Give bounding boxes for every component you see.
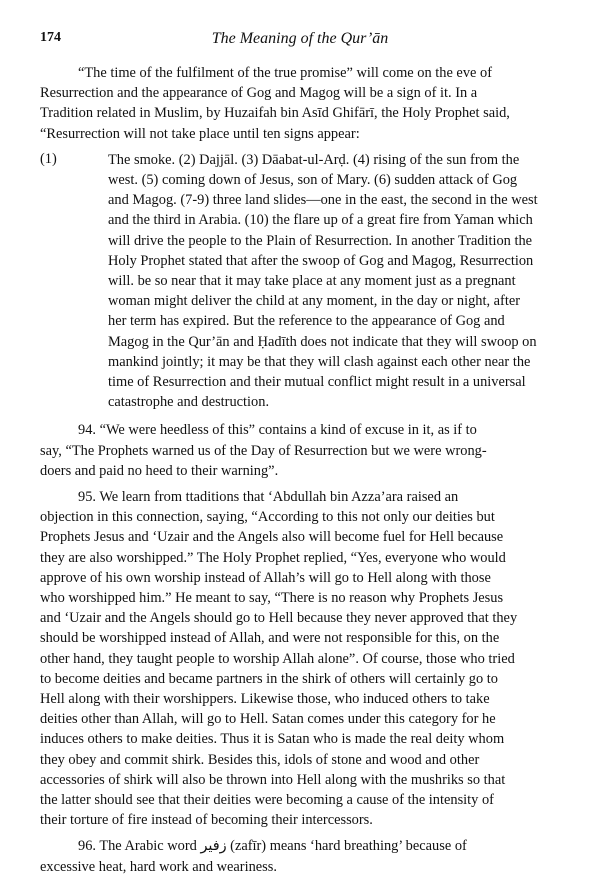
text-line: Tradition related in Muslim, by Huzaifah bin Asīd Ghifārī, the Holy Prophet said, bbox=[40, 105, 510, 122]
text-line: The smoke. (2) Dajjāl. (3) Dāabat-ul-Arḍ. (4) rising of the sun from the bbox=[108, 151, 520, 168]
text-line: 96. The Arabic word زفير (zafīr) means ‘hard breathing’ because of bbox=[78, 838, 467, 855]
text-line: 95. We learn from ttaditions that ‘Abdullah bin Azza’ara raised an bbox=[78, 489, 459, 505]
text-line: Holy Prophet stated that after the swoop of Gog and Magog, Resurrection bbox=[108, 252, 534, 269]
text-line: catastrophe and destruction. bbox=[108, 394, 270, 411]
text-line: excessive heat, hard work and weariness. bbox=[40, 858, 277, 875]
text-line: accessories of shirk will also be thrown into Hell along with the mushriks so that bbox=[40, 771, 506, 788]
text-line: induces others to make deities. Thus it is Satan who is made the real deity whom bbox=[40, 731, 505, 748]
text-line: 94. “We were heedless of this” contains a kind of excuse in it, as if to bbox=[78, 422, 477, 439]
text-line: say, “The Prophets warned us of the Day of Resurrection but we were wrong- bbox=[40, 442, 487, 459]
text-line: woman might deliver the child at any moment, in the day or night, after bbox=[108, 293, 521, 310]
text-line: their torture of fire instead of becoming their intercessors. bbox=[40, 812, 373, 829]
text-line: her term has expired. But the reference to the appearance of Gog and bbox=[108, 313, 505, 330]
text-line: will. be so near that it may take place at any moment just as a pregnant bbox=[108, 273, 516, 289]
running-title: The Meaning of the Qur’ān bbox=[211, 30, 389, 47]
text-line: the latter should see that their deities were becoming a cause of the intensity of bbox=[40, 792, 494, 808]
text-line: they obey and commit shirk. Besides this, idols of stone and wood and other bbox=[40, 751, 480, 768]
text-line: to become deities and became partners in the shirk of others will certainly go to bbox=[40, 670, 498, 687]
text-line: Resurrection and the appearance of Gog and Magog will be a sign of it. In a bbox=[40, 85, 478, 102]
text-line: will drive the people to the Plain of Resurrection. In another Tradition the bbox=[108, 232, 533, 249]
text-line: time of Resurrection and their mutual conflict might result in a universal bbox=[108, 374, 526, 390]
text-line: they are also worshipped.” The Holy Prophet replied, “Yes, everyone who would bbox=[40, 549, 506, 566]
text-line: “The time of the fulfilment of the true promise” will come on the eve of bbox=[78, 65, 492, 81]
list-marker: (1) bbox=[40, 150, 57, 167]
text-line: approve of his own worship instead of Allah’s will go to Hell along with those bbox=[40, 569, 491, 586]
text-line: west. (5) coming down of Jesus, son of Mary. (6) sudden attack of Gog bbox=[108, 172, 518, 188]
text-line: mankind jointly; it may be that they will clash against each other near the bbox=[108, 353, 531, 370]
text-line: and the third in Arabia. (10) the flare up of a great fire from Yaman which bbox=[108, 212, 533, 229]
text-line: Magog in the Qur’ān and Ḥadīth does not indicate that they will swoop on bbox=[108, 333, 537, 350]
text-line: should be worshipped instead of Allah, and were not responsible for this, on the bbox=[40, 630, 500, 647]
text-line: deities other than Allah, will go to Hell. Satan comes under this category for he bbox=[40, 711, 496, 728]
text-line: objection in this connection, saying, “According to this not only our deities but bbox=[40, 509, 495, 526]
text-line: and ‘Uzair and the Angels should go to Hell because they never approved that they bbox=[40, 610, 518, 627]
text-line: Hell along with their worshippers. Likewise those, who induced others to take bbox=[40, 691, 490, 707]
text-line: “Resurrection will not take place until ten signs appear: bbox=[40, 125, 360, 142]
page-number: 174 bbox=[40, 30, 61, 45]
text-line: who worshipped him.” He meant to say, “There is no reason why Prophets Jesus bbox=[40, 590, 504, 606]
text-line: Prophets Jesus and ‘Uzair and the Angels also will become fuel for Hell because bbox=[40, 529, 504, 546]
text-line: other hand, they taught people to worship Allah alone”. Of course, those who tried bbox=[40, 650, 515, 667]
page-header bbox=[40, 30, 560, 50]
text-line: and Magog. (7-9) three land slides—one in the east, the second in the west bbox=[108, 192, 538, 209]
text-line: doers and paid no heed to their warning”. bbox=[40, 462, 279, 479]
